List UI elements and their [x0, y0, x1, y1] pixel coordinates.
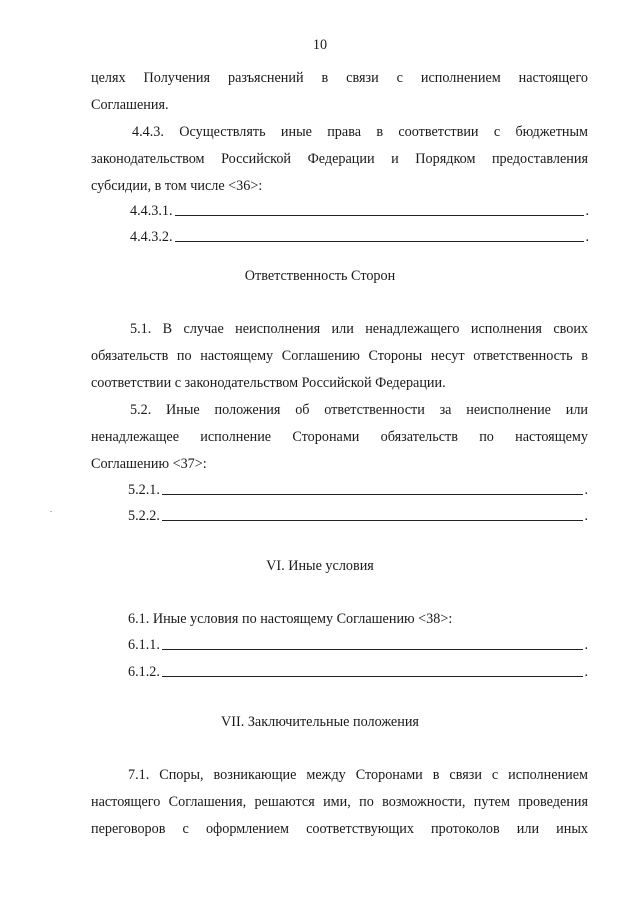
fill-line-number: 5.2.2. — [128, 508, 160, 524]
fill-line-number: 4.4.3.1. — [130, 203, 173, 219]
fill-line-end: . — [584, 637, 588, 653]
paragraph-7-1-line-3: переговоров с оформлением соответствующих протоколов или иных — [91, 821, 588, 837]
fill-line-end: . — [584, 482, 588, 498]
section-5-heading: Ответственность Сторон — [244, 268, 396, 284]
paragraph-5-1-line-2: обязательств по настоящему Соглашению Стороны несут ответственность в — [91, 348, 588, 364]
paragraph-4-4-3-line-3: субсидии, в том числе <36>: — [91, 178, 263, 194]
fill-line-number: 5.2.1. — [128, 482, 160, 498]
scan-speck — [50, 511, 52, 512]
paragraph-5-1-line-1: 5.1. В случае неисполнения или ненадлежащего исполнения своих — [130, 321, 588, 337]
fill-line-5-2-2 — [128, 507, 588, 525]
fill-line-end: . — [584, 664, 588, 680]
fill-line-6-1-1 — [128, 636, 588, 654]
paragraph-4-4-2-line-2: Соглашения. — [91, 97, 169, 113]
blank-rule — [162, 676, 584, 677]
paragraph-4-4-3-line-2: законодательством Российской Федерации и Порядком предоставления — [91, 151, 588, 167]
paragraph-5-1-line-3: соответствии с законодательством Российской Федерации. — [91, 375, 446, 391]
blank-rule — [175, 215, 585, 216]
paragraph-7-1-line-1: 7.1. Споры, возникающие между Сторонами в связи с исполнением — [128, 767, 588, 783]
paragraph-4-4-3-line-1: 4.4.3. Осуществлять иные права в соответствии с бюджетным — [132, 124, 588, 140]
fill-line-end: . — [585, 203, 589, 219]
fill-line-end: . — [585, 229, 589, 245]
section-7-heading: VII. Заключительные положения — [221, 714, 419, 730]
fill-line-end: . — [584, 508, 588, 524]
blank-rule — [162, 494, 584, 495]
paragraph-5-2-line-3: Соглашению <37>: — [91, 456, 207, 472]
blank-rule — [162, 649, 584, 650]
fill-line-5-2-1 — [128, 481, 588, 499]
paragraph-7-1-line-2: настоящего Соглашения, решаются ими, по возможности, путем проведения — [91, 794, 588, 810]
page-number: 10 — [312, 37, 328, 53]
paragraph-5-2-line-1: 5.2. Иные положения об ответственности за неисполнение или — [130, 402, 588, 418]
fill-line-number: 4.4.3.2. — [130, 229, 173, 245]
paragraph-4-4-2-line-1: целях Получения разъяснений в связи с исполнением настоящего — [91, 70, 588, 86]
fill-line-number: 6.1.1. — [128, 637, 160, 653]
blank-rule — [175, 241, 585, 242]
paragraph-5-2-line-2: ненадлежащее исполнение Сторонами обязательств по настоящему — [91, 429, 588, 445]
fill-line-4-4-3-2 — [130, 228, 589, 246]
blank-rule — [162, 520, 584, 521]
section-6-heading: VI. Иные условия — [266, 558, 374, 574]
fill-line-6-1-2 — [128, 663, 588, 681]
fill-line-number: 6.1.2. — [128, 664, 160, 680]
paragraph-6-1: 6.1. Иные условия по настоящему Соглашению <38>: — [128, 611, 453, 627]
fill-line-4-4-3-1 — [130, 202, 589, 220]
